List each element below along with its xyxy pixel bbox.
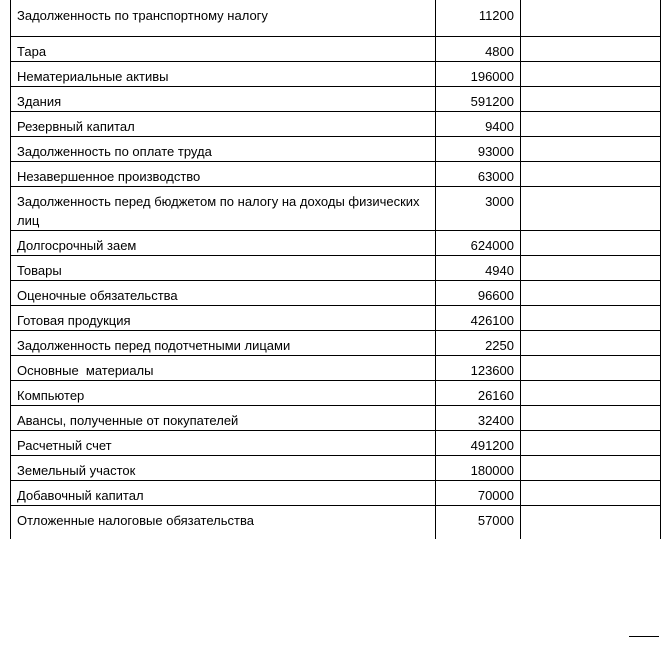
empty-cell [521, 330, 661, 355]
item-value: 2250 [436, 330, 521, 355]
empty-cell [521, 480, 661, 505]
item-value: 96600 [436, 280, 521, 305]
table-row [11, 255, 661, 280]
empty-cell [521, 186, 661, 230]
empty-cell [521, 305, 661, 330]
item-name: Товары [11, 255, 436, 280]
table-row [11, 305, 661, 330]
empty-cell [521, 430, 661, 455]
empty-cell [521, 230, 661, 255]
item-value: 32400 [436, 405, 521, 430]
table-row [11, 61, 661, 86]
empty-cell [521, 255, 661, 280]
empty-cell [521, 355, 661, 380]
empty-cell [521, 380, 661, 405]
table-row [11, 505, 661, 539]
empty-cell [521, 61, 661, 86]
empty-cell [521, 505, 661, 539]
item-value: 3000 [436, 186, 521, 230]
empty-cell [521, 136, 661, 161]
table-row [11, 380, 661, 405]
empty-cell [521, 86, 661, 111]
item-name: Задолженность по транспортному налогу [11, 0, 436, 36]
item-value: 4940 [436, 255, 521, 280]
item-value: 9400 [436, 111, 521, 136]
item-name: Добавочный капитал [11, 480, 436, 505]
item-name: Долгосрочный заем [11, 230, 436, 255]
table-row [11, 161, 661, 186]
item-value: 624000 [436, 230, 521, 255]
item-value: 57000 [436, 505, 521, 539]
item-name: Незавершенное производство [11, 161, 436, 186]
item-name: Готовая продукция [11, 305, 436, 330]
item-name: Резервный капитал [11, 111, 436, 136]
empty-cell [521, 280, 661, 305]
item-name: Компьютер [11, 380, 436, 405]
table-row [11, 455, 661, 480]
table-row [11, 111, 661, 136]
table-row [11, 186, 661, 230]
item-name: Оценочные обязательства [11, 280, 436, 305]
item-value: 63000 [436, 161, 521, 186]
item-name: Нематериальные активы [11, 61, 436, 86]
item-value: 591200 [436, 86, 521, 111]
item-value: 180000 [436, 455, 521, 480]
item-name: Основные материалы [11, 355, 436, 380]
table-row [11, 355, 661, 380]
table-row [11, 136, 661, 161]
item-value: 123600 [436, 355, 521, 380]
item-value: 4800 [436, 36, 521, 61]
table-row [11, 480, 661, 505]
item-name: Авансы, полученные от покупателей [11, 405, 436, 430]
item-value: 93000 [436, 136, 521, 161]
item-value: 26160 [436, 380, 521, 405]
underline-mark [629, 636, 659, 637]
table-row [11, 430, 661, 455]
item-value: 70000 [436, 480, 521, 505]
item-name: Задолженность перед подотчетными лицами [11, 330, 436, 355]
table-row [11, 36, 661, 61]
item-value: 11200 [436, 0, 521, 36]
item-name: Земельный участок [11, 455, 436, 480]
item-name: Расчетный счет [11, 430, 436, 455]
empty-cell [521, 455, 661, 480]
item-value: 196000 [436, 61, 521, 86]
item-name: Отложенные налоговые обязательства [11, 505, 436, 539]
item-name: Задолженность перед бюджетом по налогу на доходы физических лиц [11, 186, 436, 230]
accounts-table [10, 0, 661, 539]
table-row [11, 330, 661, 355]
item-name: Здания [11, 86, 436, 111]
empty-cell [521, 405, 661, 430]
empty-cell [521, 0, 661, 36]
table-row [11, 86, 661, 111]
table-row [11, 280, 661, 305]
item-name: Задолженность по оплате труда [11, 136, 436, 161]
table-row [11, 405, 661, 430]
empty-cell [521, 161, 661, 186]
table-row [11, 0, 661, 36]
item-value: 491200 [436, 430, 521, 455]
item-name: Тара [11, 36, 436, 61]
empty-cell [521, 111, 661, 136]
table-row [11, 230, 661, 255]
empty-cell [521, 36, 661, 61]
item-value: 426100 [436, 305, 521, 330]
